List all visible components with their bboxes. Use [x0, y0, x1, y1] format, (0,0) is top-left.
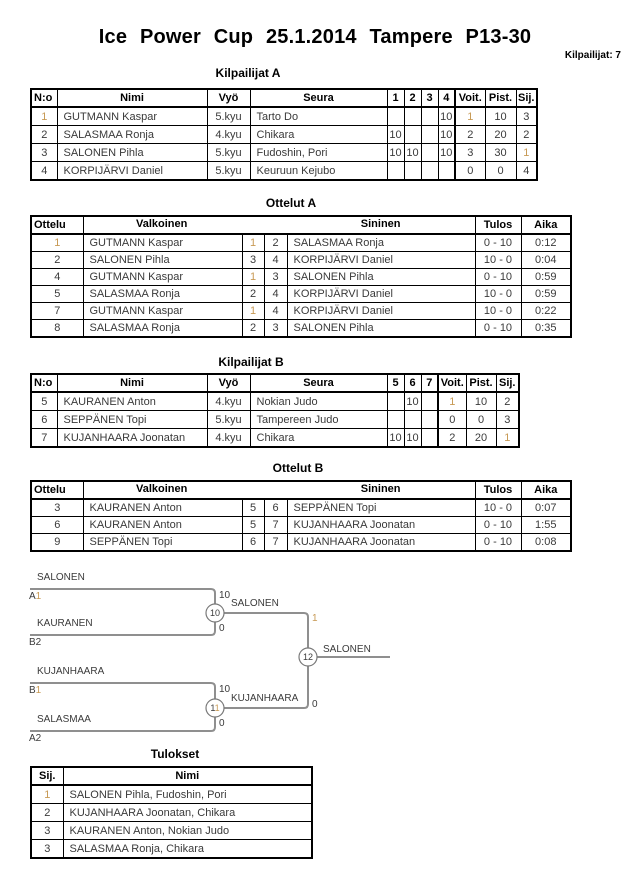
- cell-name: SALASMAA Ronja, Chikara: [63, 840, 312, 859]
- section-heading-results: Tulokset: [150, 747, 200, 761]
- cell-result: 10 - 0: [475, 252, 521, 269]
- cell-wins: 2: [455, 126, 485, 144]
- cell-place: 1: [516, 144, 537, 162]
- col-club: Seura: [250, 89, 387, 107]
- cell-white-no: 1: [242, 269, 264, 286]
- col-time: Aika: [521, 216, 571, 234]
- bracket-final-winner-name: SALONEN: [323, 644, 371, 655]
- cell-match-no: 2: [31, 252, 83, 269]
- cell-belt: 4.kyu: [207, 392, 250, 411]
- cell-blue-no: 2: [264, 234, 287, 252]
- bracket-sf1-winner-name: SALONEN: [231, 598, 279, 609]
- col-points: Pist.: [466, 374, 496, 392]
- cell-club: Keuruun Kejubo: [250, 162, 387, 181]
- cell-name: SALONEN Pihla, Fudoshin, Pori: [63, 785, 312, 804]
- matches-a-table: [30, 215, 572, 338]
- section-heading-pool-b: Kilpailijat B: [218, 355, 284, 369]
- cell-s3: [421, 144, 438, 162]
- bracket-sf1-top-score: 10: [219, 590, 231, 601]
- header-row: [31, 89, 537, 107]
- cell-match-no: 6: [31, 517, 83, 534]
- table-row: [31, 107, 537, 126]
- col-wins: Voit.: [455, 89, 485, 107]
- cell-blue-no: 4: [264, 303, 287, 320]
- table-row: [31, 286, 571, 303]
- col-wins: Voit.: [438, 374, 466, 392]
- col-match: Ottelu: [31, 481, 83, 499]
- col-name: Nimi: [57, 374, 207, 392]
- cell-no: 2: [31, 126, 57, 144]
- cell-name: KAURANEN Anton, Nokian Judo: [63, 822, 312, 840]
- bracket-sf2-bottom-name: SALASMAA: [37, 714, 91, 725]
- page-title: Ice Power Cup 25.1.2014 Tampere P13-30: [98, 26, 532, 48]
- cell-club: Tarto Do: [250, 107, 387, 126]
- cell-white-no: 2: [242, 320, 264, 338]
- cell-time: 0:59: [521, 269, 571, 286]
- table-row: [31, 234, 571, 252]
- cell-blue-no: 6: [264, 499, 287, 517]
- col-belt: Vyö: [207, 89, 250, 107]
- cell-place: 4: [516, 162, 537, 181]
- pool-b-table: [30, 373, 520, 448]
- bracket-sf2-winner-score: 0: [312, 699, 318, 710]
- table-row: [31, 785, 312, 804]
- cell-wins: 0: [455, 162, 485, 181]
- col-blue: Sininen: [360, 218, 401, 230]
- cell-s1: 10: [387, 144, 404, 162]
- bracket-sf1-bottom-seed: B2: [29, 637, 42, 648]
- col-score-3: 3: [421, 89, 438, 107]
- cell-blue-name: KUJANHAARA Joonatan: [287, 517, 475, 534]
- col-name: Nimi: [57, 89, 207, 107]
- cell-wins: 3: [455, 144, 485, 162]
- cell-belt: 4.kyu: [207, 126, 250, 144]
- cell-white-name: GUTMANN Kaspar: [83, 303, 242, 320]
- cell-white-name: SALONEN Pihla: [83, 252, 242, 269]
- table-row: [31, 162, 537, 181]
- cell-place: 1: [496, 429, 519, 448]
- cell-points: 20: [485, 126, 516, 144]
- cell-time: 0:12: [521, 234, 571, 252]
- cell-blue-no: 4: [264, 286, 287, 303]
- col-score-1: 1: [387, 89, 404, 107]
- table-row: [31, 303, 571, 320]
- cell-match-no: 9: [31, 534, 83, 552]
- section-heading-pool-a: Kilpailijat A: [215, 66, 281, 80]
- cell-result: 0 - 10: [475, 534, 521, 552]
- cell-belt: 5.kyu: [207, 411, 250, 429]
- cell-points: 0: [466, 411, 496, 429]
- cell-match-no: 4: [31, 269, 83, 286]
- cell-s2: [404, 126, 421, 144]
- section-heading-matches-b: Ottelut B: [272, 461, 324, 475]
- cell-points: 10: [466, 392, 496, 411]
- cell-name: SALASMAA Ronja: [57, 126, 207, 144]
- cell-match-no: 3: [31, 499, 83, 517]
- cell-time: 0:04: [521, 252, 571, 269]
- cell-belt: 5.kyu: [207, 107, 250, 126]
- cell-name: KUJANHAARA Joonatan: [57, 429, 207, 448]
- cell-match-no: 5: [31, 286, 83, 303]
- cell-club: Fudoshin, Pori: [250, 144, 387, 162]
- col-score-7: 7: [421, 374, 438, 392]
- cell-white-no: 2: [242, 286, 264, 303]
- cell-white-no: 1: [242, 303, 264, 320]
- col-place: Sij.: [516, 89, 537, 107]
- cell-no: 5: [31, 392, 57, 411]
- cell-name: KAURANEN Anton: [57, 392, 207, 411]
- cell-white-name: SALASMAA Ronja: [83, 286, 242, 303]
- cell-name: SEPPÄNEN Topi: [57, 411, 207, 429]
- competitors-count: Kilpailijat: 7: [564, 50, 621, 61]
- cell-belt: 4.kyu: [207, 429, 250, 448]
- cell-blue-no: 7: [264, 534, 287, 552]
- col-blue: Sininen: [360, 483, 401, 495]
- bracket-sf1-match-number: 10: [209, 608, 220, 618]
- table-row: [31, 126, 537, 144]
- cell-place: 3: [496, 411, 519, 429]
- cell-result: 0 - 10: [475, 517, 521, 534]
- cell-blue-no: 7: [264, 517, 287, 534]
- table-row: [31, 320, 571, 338]
- cell-club: Tampereen Judo: [250, 411, 387, 429]
- table-row: [31, 804, 312, 822]
- table-row: [31, 144, 537, 162]
- cell-s2: 10: [404, 392, 421, 411]
- cell-white-name: GUTMANN Kaspar: [83, 269, 242, 286]
- cell-wins: 0: [438, 411, 466, 429]
- header-row: [31, 481, 571, 499]
- cell-result: 0 - 10: [475, 269, 521, 286]
- table-row: [31, 252, 571, 269]
- bracket-sf2-winner-name: KUJANHAARA: [231, 693, 299, 704]
- cell-blue-name: SEPPÄNEN Topi: [287, 499, 475, 517]
- cell-place: 2: [31, 804, 63, 822]
- col-white: Valkoinen: [136, 483, 188, 495]
- header-row: [31, 216, 571, 234]
- cell-no: 4: [31, 162, 57, 181]
- col-time: Aika: [521, 481, 571, 499]
- cell-name: KORPIJÄRVI Daniel: [57, 162, 207, 181]
- cell-points: 30: [485, 144, 516, 162]
- cell-blue-name: KORPIJÄRVI Daniel: [287, 286, 475, 303]
- cell-time: 0:59: [521, 286, 571, 303]
- col-place: Sij.: [496, 374, 519, 392]
- cell-no: 6: [31, 411, 57, 429]
- bracket-sf1-winner-score: 1: [312, 613, 318, 624]
- col-name: Nimi: [63, 767, 312, 785]
- cell-wins: 1: [455, 107, 485, 126]
- cell-s1: 10: [387, 429, 404, 448]
- cell-time: 0:22: [521, 303, 571, 320]
- cell-blue-no: 4: [264, 252, 287, 269]
- cell-s2: 10: [404, 144, 421, 162]
- cell-s3: [421, 392, 438, 411]
- table-row: [31, 392, 519, 411]
- cell-blue-name: SALONEN Pihla: [287, 269, 475, 286]
- col-no: N:o: [31, 374, 57, 392]
- table-row: [31, 411, 519, 429]
- bracket-sf1-bottom-score: 0: [219, 623, 225, 634]
- cell-white-no: 3: [242, 252, 264, 269]
- cell-name: KUJANHAARA Joonatan, Chikara: [63, 804, 312, 822]
- bracket-sf2-top-name: KUJANHAARA: [37, 666, 105, 677]
- table-row: [31, 499, 571, 517]
- cell-belt: 5.kyu: [207, 144, 250, 162]
- cell-s2: 10: [404, 429, 421, 448]
- cell-wins: 1: [438, 392, 466, 411]
- col-no: N:o: [31, 89, 57, 107]
- pool-a-table: [30, 88, 538, 181]
- cell-club: Chikara: [250, 429, 387, 448]
- bracket-sf2-top-seed: B1: [29, 685, 42, 696]
- cell-white-name: GUTMANN Kaspar: [83, 234, 242, 252]
- cell-club: Nokian Judo: [250, 392, 387, 411]
- bracket-final-match-number: 12: [302, 652, 313, 662]
- cell-white-name: KAURANEN Anton: [83, 517, 242, 534]
- bracket-sf1-bottom-name: KAURANEN: [37, 618, 93, 629]
- cell-s4: 10: [438, 126, 455, 144]
- bracket-sf1-top-name: SALONEN: [37, 572, 85, 583]
- cell-time: 0:35: [521, 320, 571, 338]
- cell-match-no: 7: [31, 303, 83, 320]
- cell-s4: [438, 162, 455, 181]
- cell-no: 3: [31, 144, 57, 162]
- col-match: Ottelu: [31, 216, 83, 234]
- cell-white-name: SEPPÄNEN Topi: [83, 534, 242, 552]
- cell-match-no: 1: [31, 234, 83, 252]
- cell-place: 2: [496, 392, 519, 411]
- cell-blue-no: 3: [264, 269, 287, 286]
- cell-place: 2: [516, 126, 537, 144]
- col-result: Tulos: [475, 481, 521, 499]
- col-score-2: 2: [404, 89, 421, 107]
- table-row: [31, 534, 571, 552]
- col-white-blue: [83, 481, 475, 499]
- col-points: Pist.: [485, 89, 516, 107]
- cell-s4: 10: [438, 144, 455, 162]
- cell-s3: [421, 429, 438, 448]
- cell-result: 10 - 0: [475, 499, 521, 517]
- cell-place: 3: [31, 822, 63, 840]
- cell-blue-name: SALONEN Pihla: [287, 320, 475, 338]
- bracket-sf1-top-seed: A1: [29, 591, 42, 602]
- col-white: Valkoinen: [136, 218, 188, 230]
- cell-time: 1:55: [521, 517, 571, 534]
- section-heading-matches-a: Ottelut A: [265, 196, 317, 210]
- col-belt: Vyö: [207, 374, 250, 392]
- cell-s3: [421, 126, 438, 144]
- cell-white-no: 5: [242, 517, 264, 534]
- cell-blue-name: KORPIJÄRVI Daniel: [287, 252, 475, 269]
- bracket-sf2-match-number: 11: [210, 703, 220, 713]
- cell-time: 0:07: [521, 499, 571, 517]
- cell-s3: [421, 162, 438, 181]
- cell-s3: [421, 107, 438, 126]
- cell-result: 0 - 10: [475, 320, 521, 338]
- cell-s1: 10: [387, 126, 404, 144]
- col-club: Seura: [250, 374, 387, 392]
- cell-blue-name: KUJANHAARA Joonatan: [287, 534, 475, 552]
- col-white-blue: [83, 216, 475, 234]
- cell-s1: [387, 411, 404, 429]
- cell-points: 0: [485, 162, 516, 181]
- cell-wins: 2: [438, 429, 466, 448]
- cell-result: 10 - 0: [475, 286, 521, 303]
- cell-points: 20: [466, 429, 496, 448]
- cell-white-no: 6: [242, 534, 264, 552]
- cell-time: 0:08: [521, 534, 571, 552]
- header-row: [31, 374, 519, 392]
- col-result: Tulos: [475, 216, 521, 234]
- cell-s1: [387, 162, 404, 181]
- bracket-sf2-bottom-seed: A2: [29, 733, 42, 744]
- bracket-sf2-top-score: 10: [219, 684, 231, 695]
- cell-blue-no: 3: [264, 320, 287, 338]
- cell-place: 3: [31, 840, 63, 859]
- cell-match-no: 8: [31, 320, 83, 338]
- cell-blue-name: KORPIJÄRVI Daniel: [287, 303, 475, 320]
- col-place: Sij.: [31, 767, 63, 785]
- cell-white-name: KAURANEN Anton: [83, 499, 242, 517]
- cell-s2: [404, 411, 421, 429]
- cell-white-no: 1: [242, 234, 264, 252]
- elimination-bracket: [0, 565, 630, 745]
- bracket-sf2-bottom-score: 0: [219, 718, 225, 729]
- cell-s2: [404, 107, 421, 126]
- cell-s1: [387, 392, 404, 411]
- cell-no: 1: [31, 107, 57, 126]
- cell-name: GUTMANN Kaspar: [57, 107, 207, 126]
- cell-s4: 10: [438, 107, 455, 126]
- cell-result: 10 - 0: [475, 303, 521, 320]
- cell-belt: 5.kyu: [207, 162, 250, 181]
- col-score-5: 5: [387, 374, 404, 392]
- cell-s3: [421, 411, 438, 429]
- table-row: [31, 822, 312, 840]
- col-score-6: 6: [404, 374, 421, 392]
- results-table: [30, 766, 313, 859]
- cell-blue-name: SALASMAA Ronja: [287, 234, 475, 252]
- cell-place: 1: [31, 785, 63, 804]
- col-score-4: 4: [438, 89, 455, 107]
- matches-b-table: [30, 480, 572, 552]
- cell-s2: [404, 162, 421, 181]
- table-row: [31, 840, 312, 859]
- cell-points: 10: [485, 107, 516, 126]
- cell-white-name: SALASMAA Ronja: [83, 320, 242, 338]
- header-row: [31, 767, 312, 785]
- cell-s1: [387, 107, 404, 126]
- cell-place: 3: [516, 107, 537, 126]
- cell-result: 0 - 10: [475, 234, 521, 252]
- cell-white-no: 5: [242, 499, 264, 517]
- table-row: [31, 269, 571, 286]
- cell-no: 7: [31, 429, 57, 448]
- cell-club: Chikara: [250, 126, 387, 144]
- table-row: [31, 517, 571, 534]
- cell-name: SALONEN Pihla: [57, 144, 207, 162]
- table-row: [31, 429, 519, 448]
